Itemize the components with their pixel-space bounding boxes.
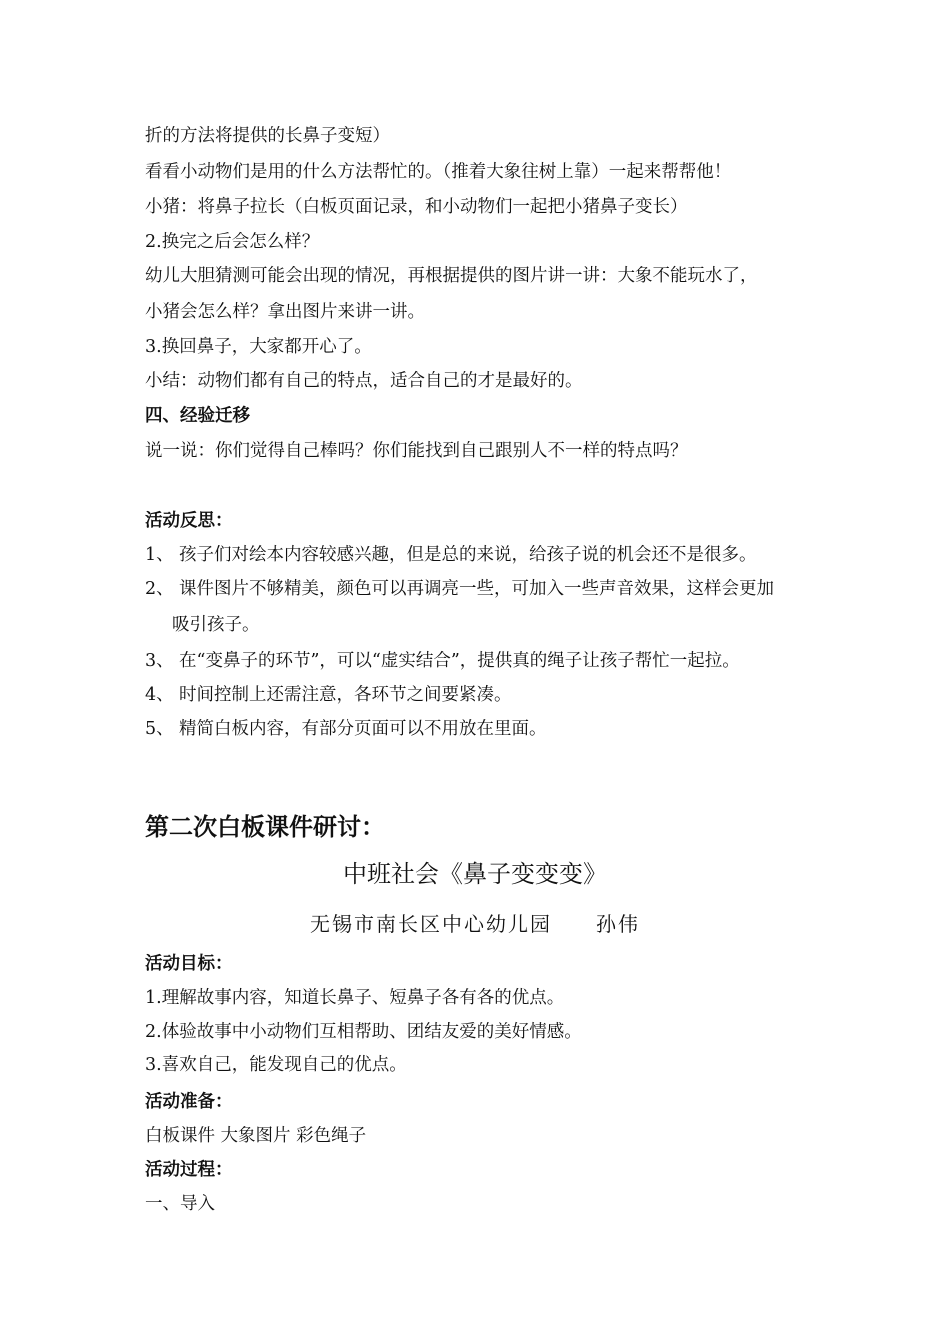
list-item: 4、 时间控制上还需注意，各环节之间要紧凑。 xyxy=(145,685,512,705)
prep-text: 白板课件 大象图片 彩色绳子 xyxy=(145,1126,367,1146)
text-line: 折的方法将提供的长鼻子变短） xyxy=(145,126,390,146)
goals-heading: 活动目标： xyxy=(145,954,233,974)
text-line: 看看小动物们是用的什么方法帮忙的。（推着大象往树上靠）一起来帮帮他！ xyxy=(145,162,732,182)
text-line: 幼儿大胆猜测可能会出现的情况，再根据提供的图片讲一讲：大象不能玩水了， xyxy=(145,266,758,286)
list-item-continuation: 吸引孩子。 xyxy=(172,615,260,635)
second-heading: 第二次白板课件研讨： xyxy=(145,813,385,841)
goal-item: 1.理解故事内容，知道长鼻子、短鼻子各有各的优点。 xyxy=(145,988,565,1008)
list-item: 2、 课件图片不够精美，颜色可以再调亮一些，可加入一些声音效果，这样会更加 xyxy=(145,579,774,599)
process-step: 一、导入 xyxy=(145,1194,215,1214)
goal-item: 2.体验故事中小动物们互相帮助、团结友爱的美好情感。 xyxy=(145,1022,582,1042)
list-item: 1、 孩子们对绘本内容较感兴趣，但是总的来说，给孩子说的机会还不是很多。 xyxy=(145,545,757,565)
section-heading: 四、经验迁移 xyxy=(145,406,250,426)
goal-item: 3.喜欢自己，能发现自己的优点。 xyxy=(145,1055,407,1075)
text-line: 小结：动物们都有自己的特点，适合自己的才是最好的。 xyxy=(145,371,583,391)
prep-heading: 活动准备： xyxy=(145,1092,233,1112)
text-line: 小猪会怎么样？拿出图片来讲一讲。 xyxy=(145,302,425,322)
list-item: 5、 精简白板内容，有部分页面可以不用放在里面。 xyxy=(145,719,547,739)
list-item: 3、 在“变鼻子的环节”，可以“虚实结合”，提供真的绳子让孩子帮忙一起拉。 xyxy=(145,651,740,671)
text-line: 小猪：将鼻子拉长（白板页面记录，和小动物们一起把小猪鼻子变长） xyxy=(145,197,688,217)
author-line: 无锡市南长区中心幼儿园 孙伟 xyxy=(310,912,640,936)
process-heading: 活动过程： xyxy=(145,1160,233,1180)
reflection-heading: 活动反思： xyxy=(145,511,233,531)
lesson-title: 中班社会《鼻子变变变》 xyxy=(343,860,607,888)
text-line: 3.换回鼻子，大家都开心了。 xyxy=(145,337,372,357)
text-line: 说一说：你们觉得自己棒吗？你们能找到自己跟别人不一样的特点吗？ xyxy=(145,441,688,461)
text-line: 2.换完之后会怎么样？ xyxy=(145,232,320,252)
